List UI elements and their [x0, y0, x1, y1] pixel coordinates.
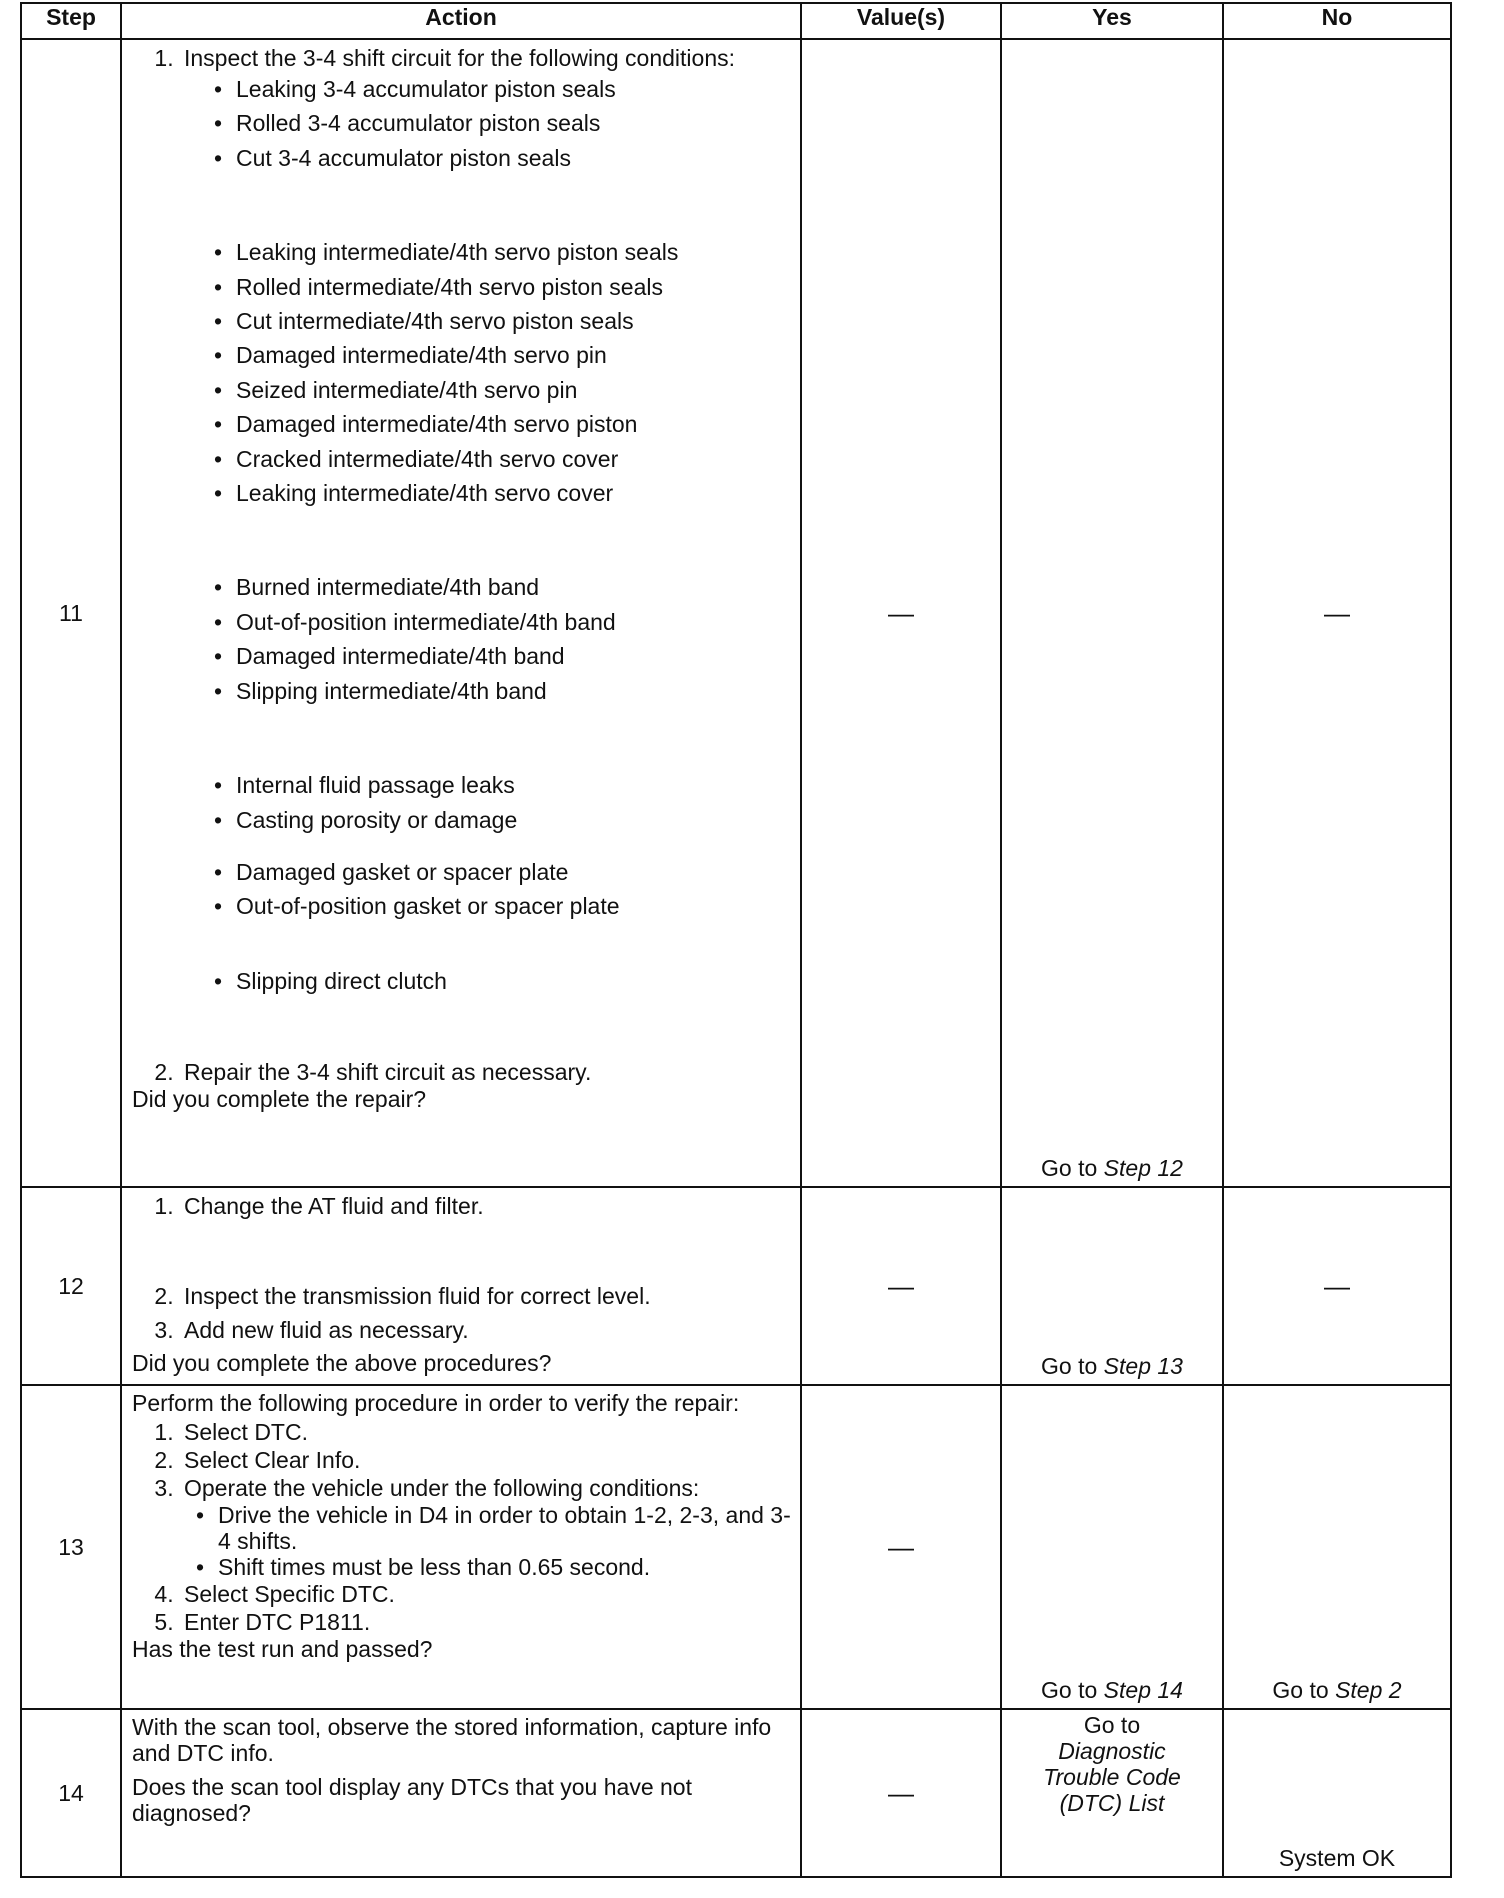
action-cell: [121, 39, 801, 1187]
yes-goto[interactable]: [1002, 1712, 1222, 1816]
table-row-step-13: [21, 1385, 1451, 1709]
action-step-1: 1. Change the AT fluid and filter.: [180, 1192, 792, 1220]
action-step-3: [180, 1474, 792, 1580]
action-step-2: 2. Select Clear Info.: [180, 1446, 792, 1474]
condition-item: • Seized intermediate/4th servo pin: [232, 373, 792, 407]
condition-item: • Damaged gasket or spacer plate: [232, 855, 792, 889]
goto-prefix: Go to: [1041, 1155, 1104, 1181]
step-number: 12: [21, 1187, 121, 1385]
goto-prefix: Go to: [1083, 1712, 1141, 1738]
header-values: Value(s): [801, 3, 1001, 39]
step-number: 11: [21, 39, 121, 1187]
header-yes: Yes: [1001, 3, 1223, 39]
header-action: Action: [121, 3, 801, 39]
condition-item: • Rolled 3-4 accumulator piston seals: [232, 106, 792, 140]
action-cell: [121, 1385, 801, 1709]
yes-cell: [1001, 1709, 1223, 1877]
table-row-step-11: [21, 39, 1451, 1187]
action-question: Has the test run and passed?: [132, 1636, 433, 1662]
step-number: 13: [21, 1385, 121, 1709]
action-step-5: 5. Enter DTC P1811.: [180, 1608, 792, 1636]
no-cell: [1223, 1709, 1451, 1877]
action-step-2: 2. Repair the 3-4 shift circuit as necessary.: [180, 1058, 792, 1086]
yes-goto[interactable]: [1002, 1353, 1222, 1380]
condition-item: • Cut 3-4 accumulator piston seals: [232, 141, 792, 175]
goto-step-link[interactable]: Step 12: [1103, 1155, 1183, 1181]
condition-item: • Out-of-position intermediate/4th band: [232, 605, 792, 639]
condition-item: • Leaking intermediate/4th servo piston seals: [232, 235, 792, 269]
condition-item: • Slipping intermediate/4th band: [232, 674, 792, 708]
action-intro: Perform the following procedure in order to verify the repair:: [132, 1390, 740, 1416]
condition-item: • Leaking intermediate/4th servo cover: [232, 476, 792, 510]
header-no: No: [1223, 3, 1451, 39]
condition-item: • Cut intermediate/4th servo piston seals: [232, 304, 792, 338]
value-cell: —: [801, 1187, 1001, 1385]
yes-cell: [1001, 1385, 1223, 1709]
table-row-step-12: [21, 1187, 1451, 1385]
diagnostic-table: [20, 2, 1452, 1878]
condition-group-clutch: [184, 964, 792, 998]
value-cell: —: [801, 39, 1001, 1187]
action-step-1: [180, 44, 792, 1058]
action-step-4: 4. Select Specific DTC.: [180, 1580, 792, 1608]
header-row: [21, 3, 1451, 39]
condition-group-servo: [184, 235, 792, 510]
condition-item: • Casting porosity or damage: [232, 803, 792, 837]
action-steps: [132, 1192, 792, 1344]
condition-item: • Out-of-position gasket or spacer plate: [232, 889, 792, 923]
condition-item: • Damaged intermediate/4th band: [232, 639, 792, 673]
condition-item: • Cracked intermediate/4th servo cover: [232, 442, 792, 476]
yes-cell: [1001, 1187, 1223, 1385]
no-cell: [1223, 1385, 1451, 1709]
goto-step-link[interactable]: Step 13: [1103, 1353, 1183, 1379]
goto-step-link[interactable]: Step 2: [1335, 1677, 1402, 1703]
action-step-text: Inspect the 3-4 shift circuit for the following conditions:: [184, 45, 736, 71]
condition-group: [184, 1502, 792, 1580]
condition-item: • Leaking 3-4 accumulator piston seals: [232, 72, 792, 106]
no-result: System OK: [1278, 1845, 1396, 1871]
goto-prefix: Go to: [1041, 1353, 1104, 1379]
no-cell: —: [1223, 39, 1451, 1187]
action-cell: [121, 1187, 801, 1385]
condition-group-gasket: [184, 855, 792, 924]
action-steps: [132, 1418, 792, 1636]
condition-item: • Rolled intermediate/4th servo piston seals: [232, 270, 792, 304]
header-step: Step: [21, 3, 121, 39]
table-row-step-14: [21, 1709, 1451, 1877]
goto-prefix: Go to: [1272, 1677, 1336, 1703]
no-goto[interactable]: [1224, 1677, 1450, 1704]
action-step-text: Operate the vehicle under the following conditions:: [184, 1475, 700, 1501]
condition-item: • Damaged intermediate/4th servo piston: [232, 407, 792, 441]
condition-item: • Shift times must be less than 0.65 second.: [214, 1554, 792, 1580]
yes-goto[interactable]: [1002, 1155, 1222, 1182]
condition-item: • Slipping direct clutch: [232, 964, 792, 998]
goto-prefix: Go to: [1041, 1677, 1104, 1703]
action-question: Does the scan tool display any DTCs that you have not diagnosed?: [132, 1774, 692, 1826]
action-step-2: 2. Inspect the transmission fluid for correct level.: [180, 1282, 792, 1310]
action-text: With the scan tool, observe the stored information, capture info and DTC info.: [132, 1714, 772, 1766]
value-cell: —: [801, 1385, 1001, 1709]
action-cell: [121, 1709, 801, 1877]
action-steps: [132, 44, 792, 1086]
action-question: Did you complete the repair?: [132, 1086, 427, 1113]
action-step-1: 1. Select DTC.: [180, 1418, 792, 1446]
condition-item: • Drive the vehicle in D4 in order to obtain 1-2, 2-3, and 3-4 shifts.: [214, 1502, 792, 1554]
action-question: Did you complete the above procedures?: [132, 1350, 552, 1376]
no-cell: —: [1223, 1187, 1451, 1385]
condition-group-passage: [184, 768, 792, 837]
value-cell: —: [801, 1709, 1001, 1877]
step-number: 14: [21, 1709, 121, 1877]
action-step-3: 3. Add new fluid as necessary.: [180, 1316, 792, 1344]
condition-item: • Internal fluid passage leaks: [232, 768, 792, 802]
goto-step-link[interactable]: Step 14: [1103, 1677, 1183, 1703]
condition-item: • Damaged intermediate/4th servo pin: [232, 338, 792, 372]
yes-goto[interactable]: [1002, 1677, 1222, 1704]
goto-dtc-list-link[interactable]: Diagnostic Trouble Code (DTC) List: [1043, 1738, 1181, 1816]
condition-group-accumulator: [184, 72, 792, 175]
condition-group-band: [184, 570, 792, 708]
condition-item: • Burned intermediate/4th band: [232, 570, 792, 604]
yes-cell: [1001, 39, 1223, 1187]
